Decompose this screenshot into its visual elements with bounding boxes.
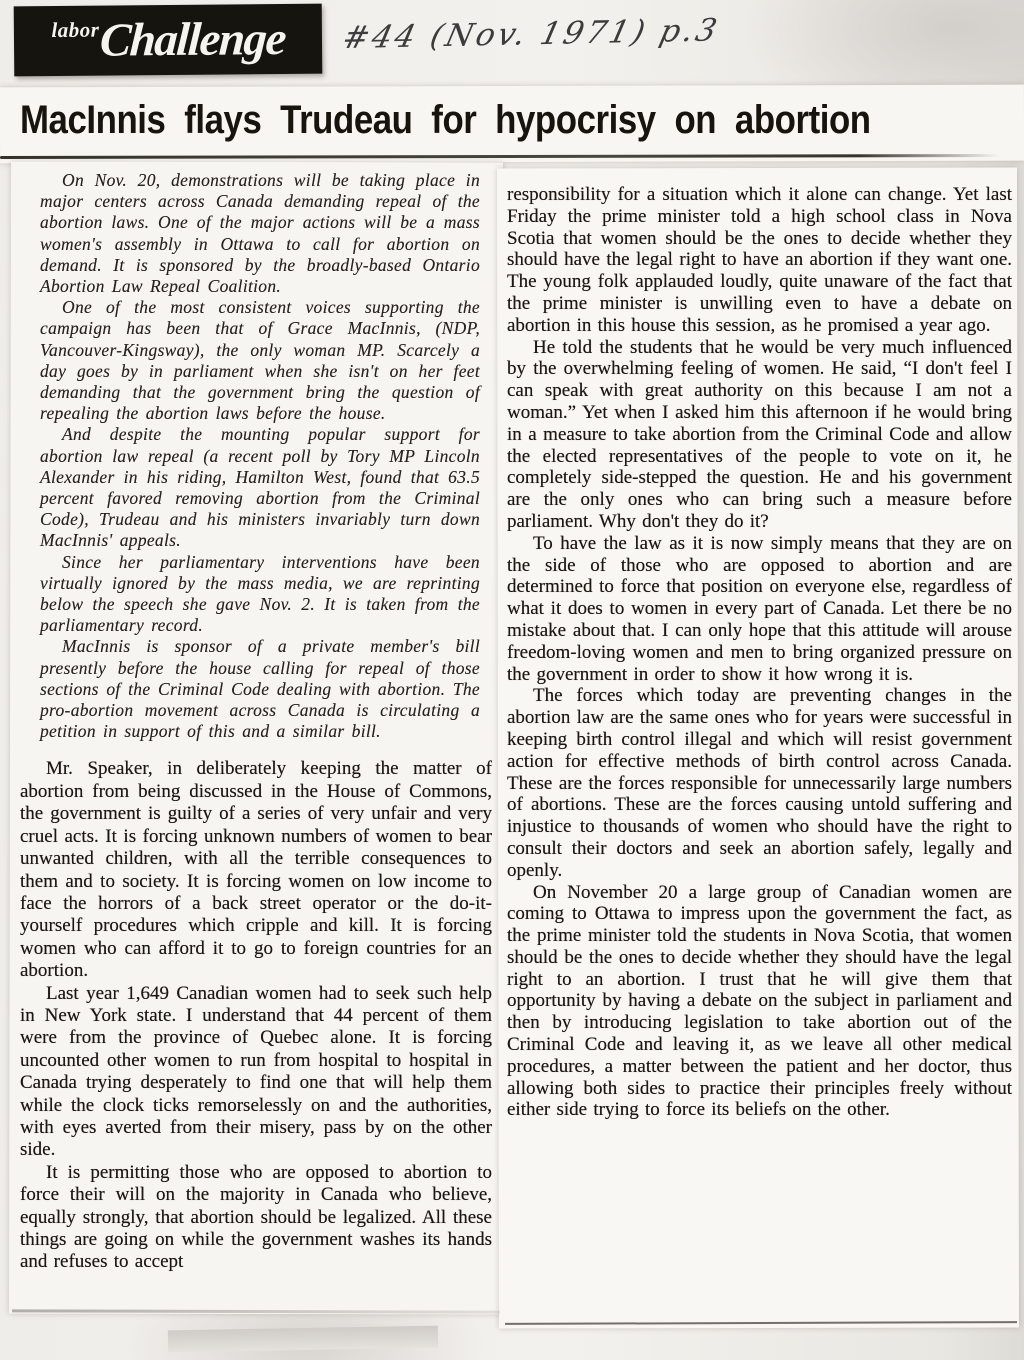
right-paragraph-3: To have the law as it is now simply means that they are on the side of those who are opposed to abortion and are determined to force that position on everyone else, regardless of what it does to women in every part of Canada. Let there be no mistake about that. I can only hope that this attitude will arouse freedom-loving women and men to bring organized pressure on the government in order to show it how wrong it is.	[507, 532, 1012, 685]
right-column	[507, 184, 1012, 1121]
speech-paragraph-3: It is permitting those who are opposed to abortion to force their will on the majority in Canada who believe, equally strongly, that abortion should be legalized. All these things are going on while the government washes its hands and refuses to accept	[20, 1161, 492, 1273]
scan-shadow	[168, 1326, 438, 1353]
left-column	[20, 170, 492, 1274]
handwritten-issue-annotation: #44 (Nov. 1971) p.3	[339, 12, 724, 57]
italic-introduction	[40, 170, 480, 742]
labor-challenge-masthead	[14, 4, 323, 77]
speech-paragraph-1: Mr. Speaker, in deliberately keeping the matter of abortion from being discussed in the House of Commons, the government is guilty of a series of very unfair and very cruel acts. It is forcing unknown numbers of women to bear unwanted children, with all the terrible consequences to them and to society. It is forcing women on low income to face the horrors of a back street operator or the do-it-yourself procedures which cripple and kill. It is forcing women who can afford it to go to foreign countries for an abortion.	[20, 758, 492, 982]
right-paragraph-1: responsibility for a situation which it alone can change. Yet last Friday the prime minister told a high school class in Nova Scotia that women should be the ones to decide whether they should have the legal right to have an abortion if they want one. The young folk applauded loudly, quite unaware of the fact that the prime minister is unwilling even to have a debate on abortion in this house this session, as he promised a year ago.	[507, 184, 1012, 336]
speech-text-left	[20, 758, 492, 1273]
right-paragraph-5: On November 20 a large group of Canadian women are coming to Ottawa to impress upon the government the fact, as the prime minister told the students in Nova Scotia, that women should be the ones to decide whether they should have the legal right to an abortion. I trust that he will give them that opportunity by having a debate on the subject in parliament and then by introducing legislation to take abortion out of the Criminal Code and leaving it, as we leave all other medical procedures, a matter between the patient and her doctor, thus allowing both sides to practice their principles freely without either side trying to force its beliefs on the other.	[507, 881, 1012, 1121]
intro-paragraph-4: Since her parliamentary interventions have been virtually ignored by the mass media, we are reprinting below the speech she gave Nov. 2. It is taken from the parliamentary record.	[40, 551, 480, 636]
article-headline: MacInnis flays Trudeau for hypocrisy on abortion	[20, 98, 871, 142]
intro-paragraph-3: And despite the mounting popular support for abortion law repeal (a recent poll by Tory MP Lincoln Alexander in his riding, Hamilton West, found that 63.5 percent favored removing abortion from the Criminal Code), Trudeau and his ministers invariably turn down MacInnis' appeals.	[40, 424, 480, 551]
intro-paragraph-1: On Nov. 20, demonstrations will be taking place in major centers across Canada demanding repeal of the abortion laws. One of the major actions will be a mass women's assembly in Ottawa to call for abortion on demand. It is sponsored by the broadly-based Ontario Abortion Law Repeal Coalition.	[40, 170, 480, 297]
right-paragraph-2: He told the students that he would be very much influenced by the overwhelming feeling of women. He said, “I don't feel I can speak with great authority on this because I am not a woman.” Yet when I asked him this afternoon if he would bring in a measure to take abortion from the Criminal Code and allow the elected representatives of the people to vote on it, he completely side-stepped the question. He and his government are the only ones who can bring such a measure before parliament. Why don't they do it?	[507, 336, 1012, 532]
intro-paragraph-5: MacInnis is sponsor of a private member's bill presently before the house calling for repeal of those sections of the Criminal Code dealing with abortion. The pro-abortion movement across Canada is circulating a petition in support of this and a similar bill.	[40, 636, 480, 742]
right-paragraph-4: The forces which today are preventing changes in the abortion law are the same ones who for years were successful in keeping birth control illegal and which will resist government action for effective methods of birth control across Canada. These are the forces responsible for unnecessarily large numbers of abortions. These are the forces causing untold suffering and injustice to thousands of women who should have the right to consult their doctors and seek an abortion safely, legally and openly.	[507, 685, 1012, 881]
speech-paragraph-2: Last year 1,649 Canadian women had to seek such help in New York state. I understand that 44 percent of them were from the province of Quebec alone. It is forcing uncounted other women to run from hospital to hospital in Canada trying desperately to find one that will help them while the clock ticks remorselessly on and the authorities, with eyes averted from their misery, pass by on the other side.	[20, 982, 492, 1161]
masthead-logo-small-text: labor	[51, 17, 100, 42]
intro-paragraph-2: One of the most consistent voices supporting the campaign has been that of Grace MacInnis, (NDP, Vancouver-Kingsway), the only woman MP. Scarcely a day goes by in parliament when she isn't on her feet demanding that the government bring the question of repealing the abortion laws before the house.	[40, 297, 480, 424]
masthead-logo-large-text: Challenge	[97, 12, 287, 67]
